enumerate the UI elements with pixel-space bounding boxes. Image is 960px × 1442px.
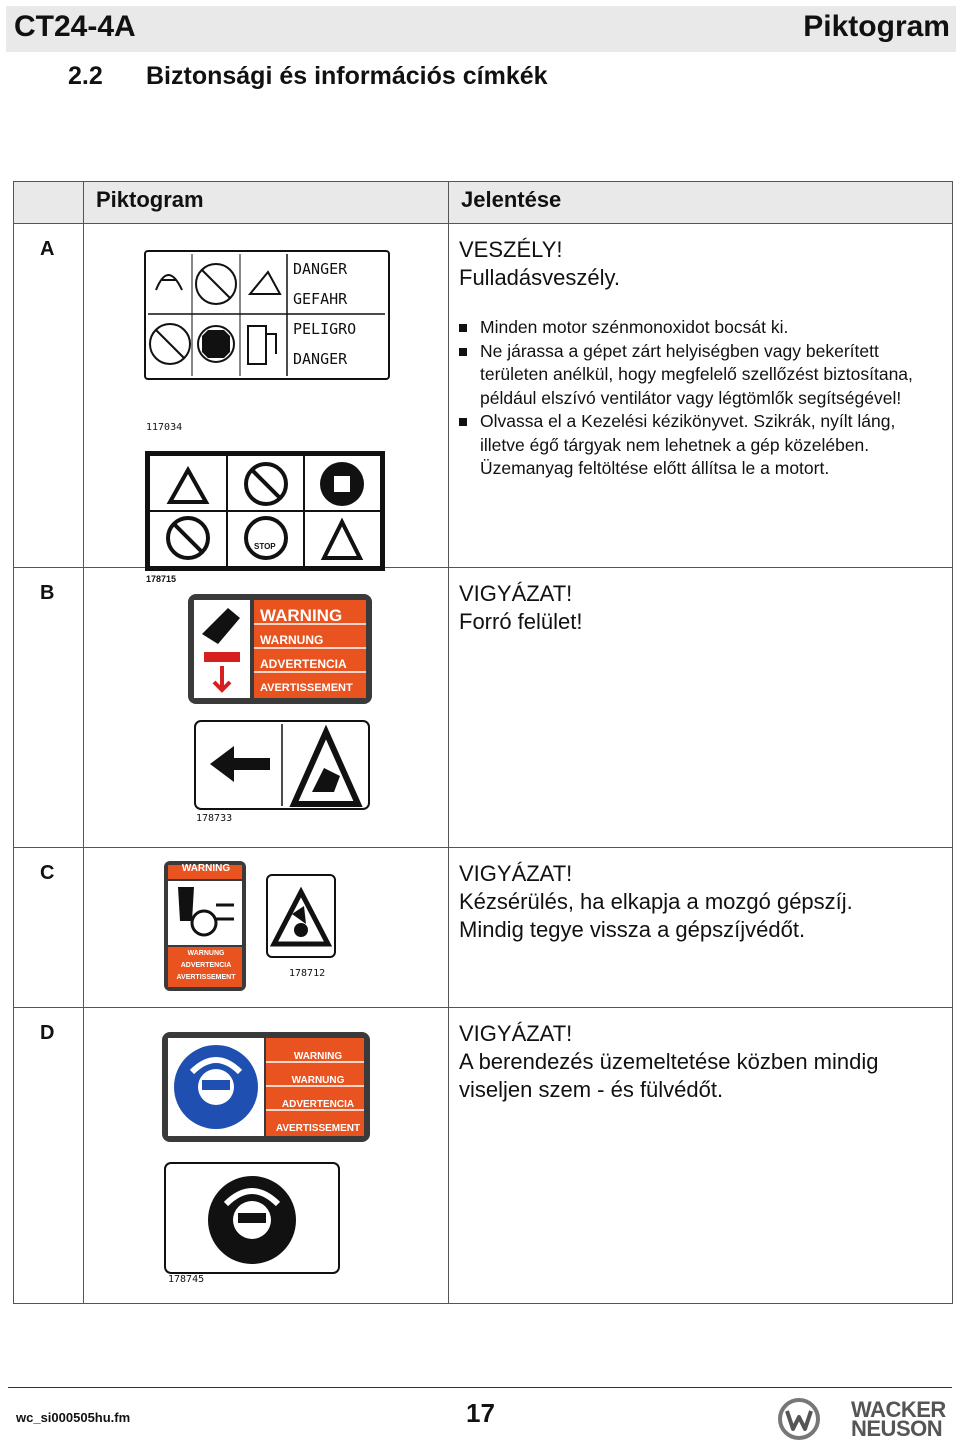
table-header-row: [14, 182, 953, 224]
warning-word: WARNING: [293, 1051, 343, 1062]
footer-divider: [8, 1387, 952, 1388]
meaning-line: Kézsérülés, ha elkapja a mozgó gépszíj.: [459, 889, 853, 914]
danger-words: [293, 254, 385, 374]
warning-word: WARNUNG: [291, 1075, 345, 1086]
section-name: Piktogram: [803, 10, 950, 43]
meaning-cell: [449, 224, 953, 568]
header-cell-blank: [14, 182, 84, 224]
belt-pictogram-decal: [266, 874, 336, 958]
warning-word: WARNING: [181, 863, 231, 874]
brand-line: WACKER: [851, 1397, 946, 1422]
warning-words: [170, 863, 242, 875]
section-title: Biztonsági és információs címkék: [146, 62, 548, 90]
pictogram-cell: [84, 568, 449, 848]
warning-word: AVERTISSEMENT: [260, 682, 353, 694]
list-item: Ne járassa a gépet zárt helyiségben vagy bekerített területen anélkül, hogy megfelelő szellőzést biztosítana, például elszívó ventilátor vagy légtömlők segítségével!: [459, 340, 942, 411]
meaning-cell: [449, 568, 953, 848]
footer-file-name: wc_si000505hu.fm: [16, 1410, 131, 1425]
meaning-heading: VIGYÁZAT!: [459, 1021, 573, 1046]
danger-word: PELIGRO: [293, 320, 357, 338]
meaning-line: Forró felület!: [459, 609, 583, 634]
wacker-neuson-logo-icon: [778, 1398, 820, 1440]
decal-code: 178715: [146, 574, 177, 584]
warning-word: WARNUNG: [260, 633, 324, 647]
row-id: B: [14, 568, 84, 848]
warning-word: ADVERTENCIA: [260, 657, 347, 671]
warning-word: WARNUNG: [187, 950, 225, 957]
table-row: [14, 568, 953, 848]
warning-word: ADVERTENCIA: [281, 1099, 355, 1110]
column-header-meaning: Jelentése: [449, 182, 953, 224]
decal-code: 178745: [168, 1274, 205, 1285]
table-row: [14, 1008, 953, 1304]
list-item: Olvassa el a Kezelési kézikönyvet. Szikrák, nyílt láng, illetve égő tárgyak nem lehetnek a gép közelében. Üzemanyag feltöltése előtt állítsa le a motort.: [459, 410, 942, 481]
column-header-pictogram: Piktogram: [84, 182, 449, 224]
page-number: 17: [466, 1398, 495, 1428]
labels-table: [13, 181, 953, 1304]
stop-text: STOP: [207, 390, 229, 399]
table-row: [14, 224, 953, 568]
warning-words: [270, 1045, 366, 1141]
decal-code: 117034: [146, 422, 183, 433]
row-id: A: [14, 224, 84, 568]
warning-words: [260, 604, 366, 700]
danger-word: DANGER: [293, 350, 348, 368]
hot-surface-pictogram-decal: [194, 720, 370, 810]
warning-word: AVERTISSEMENT: [275, 1123, 361, 1134]
pictogram-cell: [84, 224, 449, 584]
brand-wordmark: [851, 1397, 946, 1441]
warning-word: AVERTISSEMENT: [176, 974, 236, 981]
warning-word: WARNING: [260, 606, 343, 625]
meaning-line: Fulladásveszély.: [459, 265, 620, 290]
decal-code: 178712: [289, 968, 326, 979]
meaning-cell: [449, 848, 953, 1008]
pictogram-cell: [84, 848, 449, 1008]
brand-line: NEUSON: [851, 1416, 943, 1441]
stop-text: STOP: [254, 542, 276, 551]
meaning-heading: VIGYÁZAT!: [459, 861, 573, 886]
document-model: CT24-4A: [14, 10, 136, 43]
row-id: D: [14, 1008, 84, 1304]
row-id: C: [14, 848, 84, 1008]
ppe-pictogram-decal: [164, 1162, 340, 1274]
decal-code: 178733: [196, 813, 233, 824]
meaning-heading: VESZÉLY!: [459, 237, 563, 262]
list-item: Minden motor szénmonoxidot bocsát ki.: [459, 316, 942, 340]
danger-word: DANGER: [293, 260, 348, 278]
meaning-line: Mindig tegye vissza a gépszíjvédőt.: [459, 917, 806, 942]
table-row: [14, 848, 953, 1008]
pictogram-cell: [84, 1008, 449, 1304]
warning-words: [170, 948, 242, 984]
warning-pictogram-decal-178715: [144, 450, 386, 572]
instruction-list: [459, 316, 942, 481]
meaning-line: A berendezés üzemeltetése közben mindig: [459, 1049, 879, 1074]
meaning-line: viseljen szem - és fülvédőt.: [459, 1077, 724, 1102]
danger-word: GEFAHR: [293, 290, 348, 308]
meaning-cell: [449, 1008, 953, 1304]
meaning-heading: VIGYÁZAT!: [459, 581, 573, 606]
section-number: 2.2: [68, 62, 103, 90]
warning-word: ADVERTENCIA: [180, 962, 232, 969]
